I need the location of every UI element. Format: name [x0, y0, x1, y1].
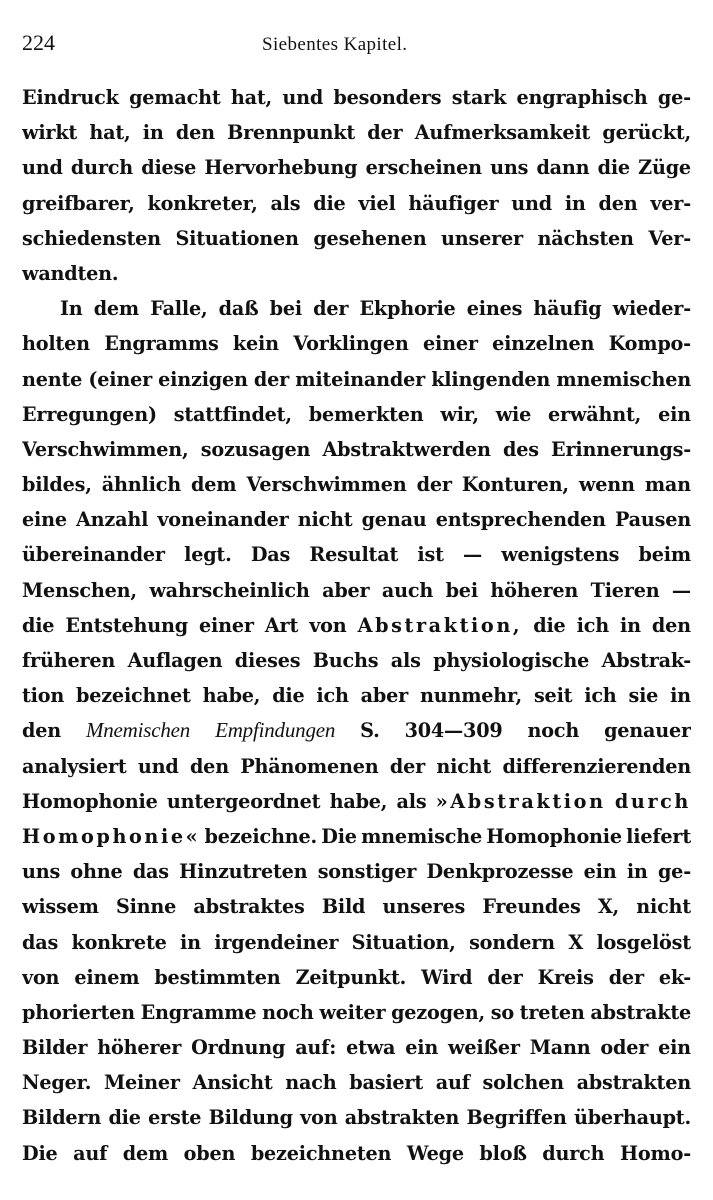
text-line: phorierten Engramme noch weiter gezogen, so treten abstrakte — [22, 1000, 691, 1024]
text-line: wissem Sinne abstraktes Bild unseres Freundes X, nicht — [22, 895, 691, 919]
chapter-title: Siebentes Kapitel. — [262, 34, 408, 55]
text-line: von einem bestimmten Zeitpunkt. Wird der Kreis der ek- — [22, 965, 691, 989]
text-line: nente (einer einzigen der miteinander klingenden mnemischen — [22, 367, 691, 391]
text-line: Eindruck gemacht hat, und besonders stark engraphisch ge- — [22, 86, 691, 109]
text-line: greifbarer, konkreter, als die viel häufiger und in den ver- — [22, 191, 691, 215]
text-line: wandten. — [22, 261, 119, 285]
text-line: Bilder höherer Ordnung auf: etwa ein weißer Mann oder ein — [22, 1036, 691, 1060]
text-line: Menschen, wahrscheinlich aber auch bei höheren Tieren — — [22, 578, 691, 602]
text-line: uns ohne das Hinzutreten sonstiger Denkprozesse ein in ge- — [22, 860, 691, 884]
text-line: tion bezeichnet habe, die ich aber nunmehr, seit ich sie in — [22, 684, 691, 708]
text-line: Verschwimmen, sozusagen Abstraktwerden des Erinnerungs- — [22, 437, 691, 461]
text-line: Neger. Meiner Ansicht nach basiert auf solchen abstrakten — [22, 1071, 691, 1095]
running-head — [22, 30, 691, 70]
text-line: Erregungen) stattfindet, bemerkten wir, wie erwähnt, ein — [22, 402, 691, 426]
text-line: Homophonie« bezeichne. Die mnemische Homophonie liefert — [22, 824, 691, 848]
text-line: holten Engramms kein Vorklingen einer einzelnen Kompo- — [22, 332, 691, 356]
text-line: und durch diese Hervorhebung erscheinen uns dann die Züge — [22, 156, 691, 180]
page-number: 224 — [22, 30, 55, 55]
text-line: Homophonie untergeordnet habe, als »Abstraktion durch — [22, 789, 691, 813]
text-line: die Entstehung einer Art von Abstraktion, die ich in den — [22, 613, 691, 637]
text-line: früheren Auflagen dieses Buchs als physiologische Abstrak- — [22, 649, 691, 672]
text-line: schiedensten Situationen gesehenen unserer nächsten Ver- — [22, 226, 691, 250]
text-line: eine Anzahl voneinander nicht genau entsprechenden Pausen — [22, 508, 691, 532]
text-line: In dem Falle, daß bei der Ekphorie eines häufig wieder- — [60, 297, 691, 321]
text-line: analysiert und den Phänomenen der nicht differenzierenden — [22, 754, 691, 778]
body-text — [22, 80, 691, 1171]
text-line: übereinander legt. Das Resultat ist — wenigstens beim — [22, 543, 691, 567]
text-line: den Mnemischen Empfindungen S. 304—309 noch genauer — [22, 718, 691, 743]
text-line: Die auf dem oben bezeichneten Wege bloß durch Homo- — [22, 1141, 691, 1165]
text-line: bildes, ähnlich dem Verschwimmen der Konturen, wenn man — [22, 473, 691, 497]
text-line: das konkrete in irgendeiner Situation, sondern X losgelöst — [22, 930, 691, 954]
text-line: wirkt hat, in den Brennpunkt der Aufmerksamkeit gerückt, — [22, 121, 691, 145]
text-line: Bildern die erste Bildung von abstrakten Begriffen überhaupt. — [22, 1106, 691, 1130]
